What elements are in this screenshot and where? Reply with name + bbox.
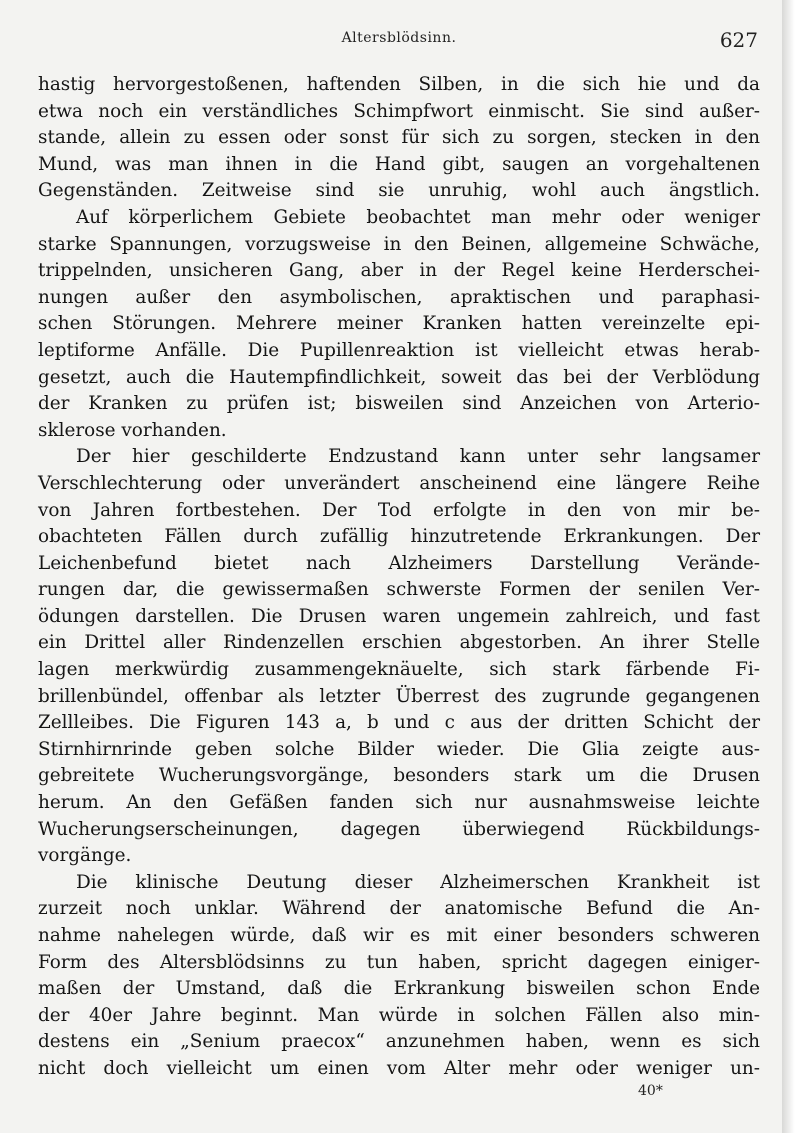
text-line: von Jahren fortbestehen. Der Tod erfolgte in den von mir be- [38,499,760,521]
text-line: maßen der Umstand, daß die Erkrankung bisweilen schon Ende [38,978,760,1000]
text-line: Verschlechterung oder unverändert anscheinend eine längere Reihe [38,472,760,494]
running-head: Altersblödsinn. [341,30,457,46]
text-line: herum. An den Gefäßen fanden sich nur ausnahmsweise leichte [38,792,760,814]
text-line: leptiforme Anfälle. Die Pupillenreaktion ist vielleicht etwas herab- [38,339,760,361]
page-header [38,28,760,52]
body-text [38,72,760,1083]
text-line: ein Drittel aller Rindenzellen erschien abgestorben. An ihrer Stelle [38,632,760,654]
text-line: starke Spannungen, vorzugsweise in den Beinen, allgemeine Schwäche, [38,233,760,255]
signature-mark: 40* [638,1083,663,1099]
text-line: Zellleibes. Die Figuren 143 a, b und c aus der dritten Schicht der [38,712,760,734]
text-line: gesetzt, auch die Hautempfindlichkeit, soweit das bei der Verblödung [38,366,760,388]
text-line: nungen außer den asymbolischen, apraktischen und paraphasi- [38,286,760,308]
text-line: Auf körperlichem Gebiete beobachtet man mehr oder weniger [76,206,760,228]
text-line: nicht doch vielleicht um einen vom Alter mehr oder weniger un- [38,1057,760,1079]
text-line: der 40er Jahre beginnt. Man würde in solchen Fällen also min- [38,1004,760,1026]
text-line: ödungen darstellen. Die Drusen waren ungemein zahlreich, und fast [38,605,760,627]
text-line: Gegenständen. Zeitweise sind sie unruhig, wohl auch ängstlich. [38,180,760,202]
page-edge-shadow [782,0,800,1133]
text-line: Leichenbefund bietet nach Alzheimers Darstellung Verände- [38,552,760,574]
text-line: Stirnhirnrinde geben solche Bilder wieder. Die Glia zeigte aus- [38,738,760,760]
text-line: etwa noch ein verständliches Schimpfwort einmischt. Sie sind außer- [38,100,760,122]
page-number: 627 [719,28,758,52]
text-line: der Kranken zu prüfen ist; bisweilen sind Anzeichen von Arterio- [38,393,760,415]
text-line: lagen merkwürdig zusammengeknäuelte, sich stark färbende Fi- [38,659,760,681]
text-line: brillenbündel, offenbar als letzter Überrest des zugrunde gegangenen [38,685,760,707]
text-line: zurzeit noch unklar. Während der anatomische Befund die An- [38,898,760,920]
text-line: schen Störungen. Mehrere meiner Kranken hatten vereinzelte epi- [38,313,760,335]
text-line: stande, allein zu essen oder sonst für sich zu sorgen, stecken in den [38,127,760,149]
text-line: nahme nahelegen würde, daß wir es mit einer besonders schweren [38,925,760,946]
text-line: Form des Altersblödsinns zu tun haben, spricht dagegen einiger- [38,951,760,973]
text-line: obachteten Fällen durch zufällig hinzutretende Erkrankungen. Der [38,526,760,548]
text-line: vorgänge. [38,845,132,867]
text-line: Der hier geschilderte Endzustand kann unter sehr langsamer [76,446,760,468]
text-line: hastig hervorgestoßenen, haftenden Silben, in die sich hie und da [38,74,760,95]
text-line: destens ein „Senium praecox“ anzunehmen haben, wenn es sich [38,1031,760,1053]
text-line: Mund, was man ihnen in die Hand gibt, saugen an vorgehaltenen [38,153,760,175]
text-line: Die klinische Deutung dieser Alzheimerschen Krankheit ist [76,871,760,893]
text-line: gebreitete Wucherungsvorgänge, besonders stark um die Drusen [38,765,760,787]
text-line: rungen dar, die gewissermaßen schwerste Formen der senilen Ver- [38,579,760,601]
text-line: trippelnden, unsicheren Gang, aber in der Regel keine Herderschei- [38,260,760,282]
text-line: sklerose vorhanden. [38,419,227,441]
text-line: Wucherungserscheinungen, dagegen überwiegend Rückbildungs- [38,818,760,840]
